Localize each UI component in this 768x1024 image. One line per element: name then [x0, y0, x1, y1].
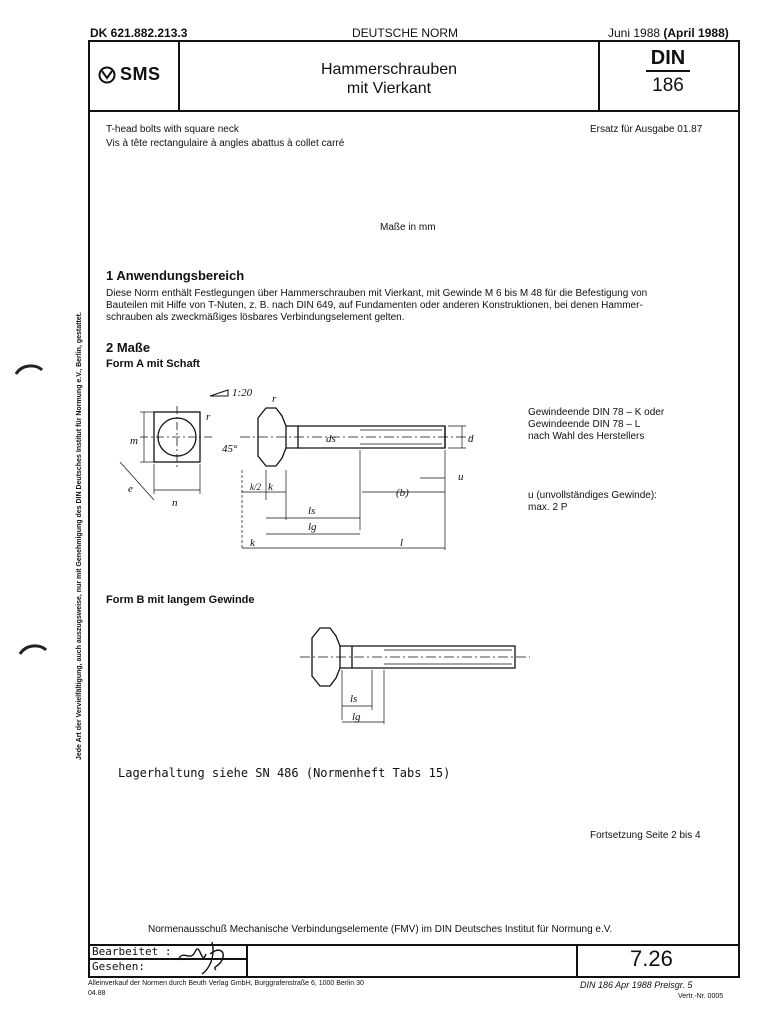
u-note-line: u (unvollständiges Gewinde):	[528, 490, 657, 501]
units-note: Maße in mm	[380, 222, 436, 233]
section-1-heading: 1 Anwendungsbereich	[106, 268, 245, 283]
dim-u-label: u	[458, 471, 464, 483]
dk-number: DK 621.882.213.3	[90, 26, 188, 40]
dim-r-label: r	[206, 411, 211, 423]
dim-ls-label: ls	[308, 505, 316, 517]
dim-k-half-label: k/2	[250, 482, 261, 492]
din-number: 186	[652, 75, 684, 96]
committee-line: Normenausschuß Mechanische Verbindungselemente (FMV) im DIN Deutsches Institut für Normung e.V.	[148, 924, 613, 935]
deutsche-norm-label: DEUTSCHE NORM	[352, 26, 459, 40]
date-label	[608, 26, 729, 40]
dim-k-label-2: k	[250, 537, 255, 549]
u-note	[528, 490, 657, 514]
gesehen-label: Gesehen:	[92, 960, 145, 973]
vertrieb-note: Alleinverkauf der Normen durch Beuth Verlag GmbH, Burggrafenstraße 6, 1000 Berlin 30	[88, 980, 364, 987]
section-1-line: Diese Norm enthält Festlegungen über Hammerschrauben mit Vierkant, mit Gewinde M 6 bis M 48 für die Befestigung von	[106, 288, 648, 299]
dim-b-label: (b)	[396, 487, 409, 499]
dim-e-label: e	[128, 483, 133, 495]
dim-lg-label-b: lg	[352, 711, 361, 723]
title-line-1: Hammerschrauben	[320, 61, 458, 78]
dim-ls-label-b: ls	[350, 693, 358, 705]
stock-note: Lagerhaltung siehe SN 486 (Normenheft Tabs 15)	[118, 766, 451, 780]
logo-text: SMS	[120, 64, 161, 84]
section-1-body	[106, 288, 726, 324]
dim-lg-label: lg	[308, 521, 317, 533]
form-a-label: Form A mit Schaft	[106, 358, 200, 370]
dim-m-label: m	[130, 435, 138, 447]
title-line-2: mit Vierkant	[346, 80, 432, 97]
thread-end-line: Gewindeende DIN 78 – L	[528, 419, 641, 430]
taper-label: 1:20	[232, 387, 253, 399]
french-title: Vis à tête rectangulaire à angles abattus à collet carré	[106, 138, 345, 149]
form-b-drawing	[300, 620, 540, 730]
logo-emblem-icon	[98, 66, 116, 84]
signature	[172, 940, 242, 974]
din-block	[600, 48, 736, 96]
footer-divider-1	[246, 944, 248, 976]
thread-end-line: Gewindeende DIN 78 – K oder	[528, 407, 665, 418]
document-title	[180, 60, 598, 98]
punch-mark-icon	[14, 362, 44, 378]
date-prefix: Juni 1988	[608, 26, 661, 40]
section-1-line: schrauben als zweckmäßiges lösbares Verbindungselement gelten.	[106, 312, 405, 323]
din-underline	[646, 70, 690, 72]
dim-d-label: d	[468, 433, 474, 445]
u-note-line: max. 2 P	[528, 502, 568, 513]
dim-l-label: l	[400, 537, 404, 549]
date-bold: (April 1988)	[663, 26, 729, 40]
english-title: T-head bolts with square neck	[106, 124, 239, 135]
thread-end-line: nach Wahl des Herstellers	[528, 431, 645, 442]
dim-r-label-2: r	[272, 393, 277, 405]
din-reference: DIN 186 Apr 1988 Preisgr. 5	[580, 980, 693, 990]
dim-n-label: n	[172, 497, 178, 509]
thread-end-note	[528, 407, 664, 443]
form-a-drawing	[100, 380, 580, 560]
din-label: DIN	[650, 47, 686, 69]
dim-ds-label: ds	[326, 433, 336, 445]
side-copyright-note: Jede Art der Vervielfältigung, auch auszugsweise, nur mit Genehmigung des DIN Deutsches Institut für Normung e.V., Berlin, gestattet.	[76, 312, 83, 760]
vertr-nr: Vertr.-Nr. 0005	[678, 993, 724, 1000]
stamp-number: 7.26	[630, 946, 673, 971]
section-1-line: Bauteilen mit Hilfe von T-Nuten, z. B. nach DIN 649, auf Fundamenten oder anderen Konstruktionen, bei denen Hammer-	[106, 300, 643, 311]
replaces-edition: Ersatz für Ausgabe 01.87	[590, 124, 703, 135]
angle-label: 45°	[222, 443, 238, 455]
date-code: 04.88	[88, 990, 106, 997]
footer-divider-2	[576, 944, 578, 976]
form-b-label: Form B mit langem Gewinde	[106, 594, 255, 606]
sms-logo	[98, 64, 161, 85]
section-2-heading: 2 Maße	[106, 340, 151, 355]
bearbeitet-label: Bearbeitet :	[92, 945, 172, 958]
dim-k-label: k	[268, 481, 273, 493]
punch-mark-icon	[18, 642, 48, 658]
continuation-note: Fortsetzung Seite 2 bis 4	[590, 830, 701, 841]
